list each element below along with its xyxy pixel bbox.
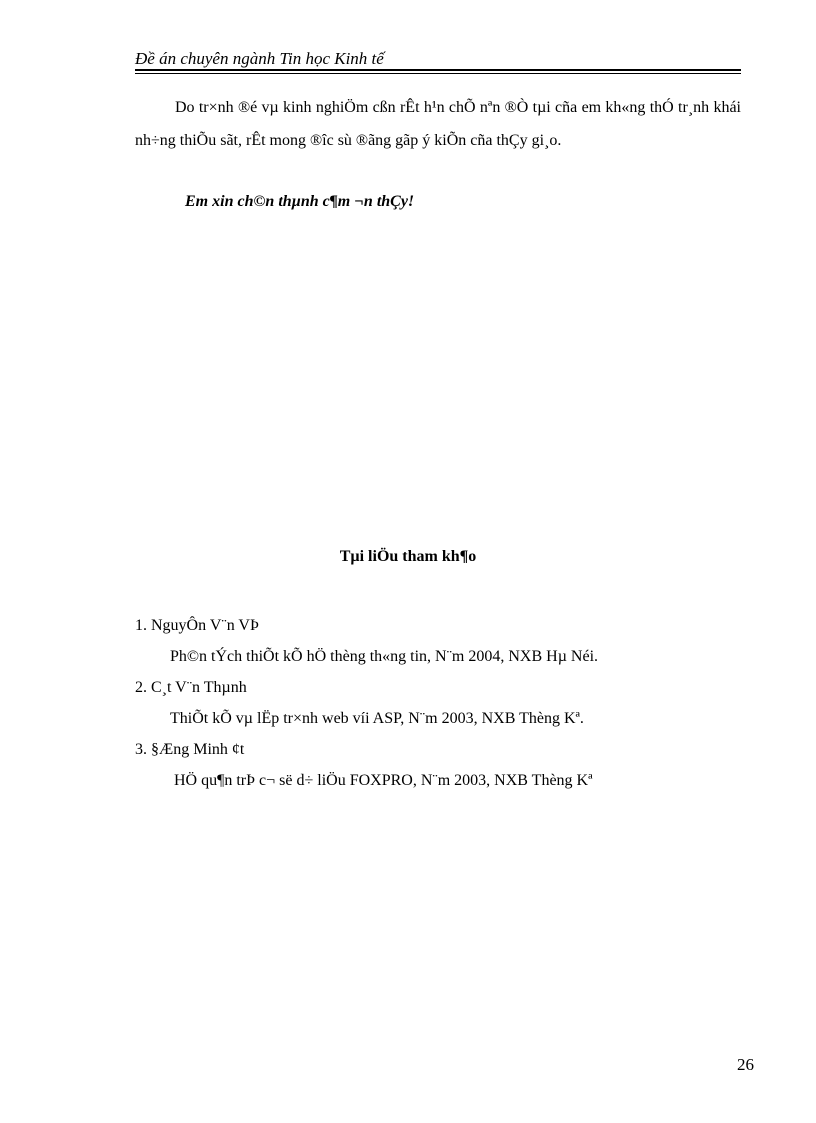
header-rule-thick <box>135 69 741 71</box>
header-title: Đề án chuyên ngành Tin học Kinh tế <box>135 49 384 68</box>
reference-work-2: ThiÕt kÕ vµ lËp tr×nh web víi ASP, N¨m 2003, NXB Thèng Kª. <box>170 710 584 727</box>
references-title: Tµi liÖu tham kh¶o <box>339 548 477 565</box>
reference-work-3: HÖ qu¶n trÞ c¬ së d÷ liÖu FOXPRO, N¨m 2003, NXB Thèng Kª <box>174 772 593 789</box>
closing-paragraph: Do tr×nh ®é vµ kinh nghiÖm cßn rÊt h¹n chÕ nªn ®Ò tµi cña em kh«ng thÓ tr¸nh khái nh÷ng thiÕu sãt, rÊt mong ®îc sù ®ãng gãp ý kiÕn cña thÇy gi¸o. <box>135 99 741 149</box>
thanks-line: Em xin ch©n thµnh c¶m ¬n thÇy! <box>185 193 415 210</box>
reference-work-1: Ph©n tÝch thiÕt kÕ hÖ thèng th«ng tin, N¨m 2004, NXB Hµ Néi. <box>170 648 599 665</box>
header-rule-thin <box>135 73 741 74</box>
reference-author-2: 2. C¸t V¨n Thµnh <box>135 679 247 696</box>
reference-author-1: 1. NguyÔn V¨n VÞ <box>135 617 259 634</box>
page-header <box>135 48 741 70</box>
reference-author-3: 3. §Æng Minh ¢t <box>135 741 245 758</box>
page-number: 26 <box>737 1055 754 1074</box>
references-list <box>135 610 741 796</box>
